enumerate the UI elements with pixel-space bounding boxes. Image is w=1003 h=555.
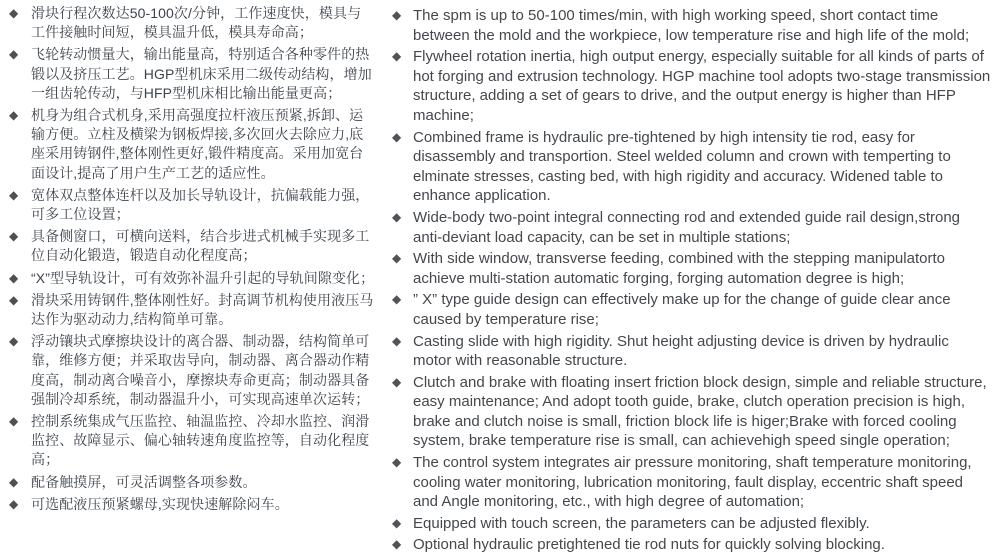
feature-item-zh bbox=[8, 186, 377, 224]
diamond-bullet-icon: ◆ bbox=[9, 334, 19, 349]
feature-text: ” X” type guide design can effectively make up for the change of guide clear ance caused by temperature rise; bbox=[413, 291, 951, 328]
feature-item-en bbox=[388, 128, 993, 206]
feature-text: 浮动镶块式摩擦块设计的离合器、制动器，结构简单可靠，维修方便；并采取齿导向，制动器、离合器动作精度高，制动离合噪音小，摩擦块寿命更高；制动器具备强制冷却系统，制动器温升小，可实现高速单次运转； bbox=[31, 333, 370, 407]
feature-text: 具备侧窗口，可横向送料，结合步进式机械手实现多工位自动化锻造，锻造自动化程度高； bbox=[31, 228, 370, 264]
feature-item-zh bbox=[8, 45, 377, 103]
feature-item-en bbox=[388, 514, 993, 534]
feature-text: 可选配液压预紧螺母,实现快速解除闷车。 bbox=[31, 495, 289, 512]
feature-text: “X”型导轨设计，可有效弥补温升引起的导轨间隙变化； bbox=[31, 269, 375, 286]
feature-item-en bbox=[388, 535, 993, 555]
diamond-bullet-icon: ◆ bbox=[392, 49, 402, 64]
diamond-bullet-icon: ◆ bbox=[392, 455, 402, 470]
feature-text: Optional hydraulic pretightened tie rod nuts for quickly solving blocking. bbox=[413, 536, 885, 554]
diamond-bullet-icon: ◆ bbox=[9, 414, 19, 429]
feature-text: 宽体双点整体连杆以及加长导轨设计，抗偏载能力强，可多工位设置； bbox=[31, 186, 370, 223]
feature-item-zh bbox=[8, 4, 377, 42]
feature-item-en bbox=[388, 373, 993, 451]
diamond-bullet-icon: ◆ bbox=[392, 292, 402, 307]
feature-text: 配备触摸屏，可灵活调整各项参数。 bbox=[31, 473, 257, 490]
feature-text: Wide-body two-point integral connecting rod and extended guide rail design,strong anti-deviant load capacity, can be set in multiple stations; bbox=[413, 208, 961, 246]
feature-text: The spm is up to 50-100 times/min, with high working speed, short contact time between the mold and the workpiece, low temperature rise and high life of the mold; bbox=[413, 7, 970, 44]
feature-text: 飞轮转动惯量大，输出能量高，特别适合各种零件的热锻以及挤压工艺。HGP型机床采用二级传动结构，增加一组齿轮传动，与HFP型机床相比输出能量更高； bbox=[31, 46, 372, 101]
feature-item-zh bbox=[8, 106, 377, 183]
diamond-bullet-icon: ◆ bbox=[9, 47, 19, 62]
feature-item-en bbox=[388, 208, 993, 247]
feature-text: 滑块行程次数达50-100次/分钟，工作速度快，模具与工件接触时间短，模具温升低，模具寿命高； bbox=[31, 5, 362, 41]
feature-text: Casting slide with high rigidity. Shut height adjusting device is driven by hydraulic motor with reasonable structure. bbox=[413, 332, 949, 370]
diamond-bullet-icon: ◆ bbox=[9, 187, 19, 202]
diamond-bullet-icon: ◆ bbox=[9, 292, 19, 307]
diamond-bullet-icon: ◆ bbox=[9, 496, 19, 511]
feature-text: 滑块采用铸钢件,整体刚性好。封高调节机构使用液压马达作为驱动动力,结构简单可靠。 bbox=[31, 291, 374, 328]
diamond-bullet-icon: ◆ bbox=[392, 537, 402, 552]
feature-text: With side window, transverse feeding, combined with the stepping manipulatorto achieve multi-station automatic forging, forging automation degree is high; bbox=[413, 250, 945, 287]
feature-item-en bbox=[388, 6, 993, 45]
feature-item-en bbox=[388, 249, 993, 288]
feature-item-en bbox=[388, 47, 993, 125]
english-features-column bbox=[383, 2, 1003, 554]
diamond-bullet-icon: ◆ bbox=[9, 474, 19, 489]
diamond-bullet-icon: ◆ bbox=[392, 333, 402, 348]
feature-item-zh bbox=[8, 291, 377, 329]
feature-text: 控制系统集成气压监控、轴温监控、冷却水监控、润滑监控、故障显示、偏心轴转速角度监控等，自动化程度高； bbox=[31, 413, 370, 468]
feature-item-zh bbox=[8, 269, 377, 288]
feature-item-en bbox=[388, 453, 993, 512]
diamond-bullet-icon: ◆ bbox=[392, 251, 402, 266]
feature-item-zh bbox=[8, 227, 377, 265]
diamond-bullet-icon: ◆ bbox=[392, 209, 402, 224]
feature-item-en bbox=[388, 290, 993, 329]
diamond-bullet-icon: ◆ bbox=[9, 6, 19, 20]
diamond-bullet-icon: ◆ bbox=[9, 108, 19, 123]
feature-item-zh bbox=[8, 495, 377, 514]
feature-text: Flywheel rotation inertia, high output energy, especially suitable for all kinds of parts of hot forging and extrusion technology. HGP machine tool adopts two-stage transmission structure, adding a set of gears to drive, and the output energy is higher than HFP machine; bbox=[413, 48, 991, 124]
feature-item-zh bbox=[8, 332, 377, 409]
feature-text: Clutch and brake with floating insert friction block design, simple and reliable structure, easy maintenance; And adopt tooth guide, brake, clutch operation precision is high, brake and clutch noise is small, friction block life is higer;Brake with forced cooling system, brake temperature rise is small, can achievehigh speed single operation; bbox=[413, 373, 987, 450]
diamond-bullet-icon: ◆ bbox=[9, 229, 19, 244]
diamond-bullet-icon: ◆ bbox=[392, 374, 402, 389]
diamond-bullet-icon: ◆ bbox=[392, 8, 402, 22]
diamond-bullet-icon: ◆ bbox=[9, 270, 19, 285]
feature-item-zh bbox=[8, 412, 377, 470]
feature-text: Equipped with touch screen, the parameters can be adjusted flexibly. bbox=[413, 514, 870, 532]
feature-item-en bbox=[388, 332, 993, 371]
feature-text: Combined frame is hydraulic pre-tightened by high intensity tie rod, easy for disassembly and transportion. Steel welded column and crown with temperting to elminate stresses, casting bed, with high rigidity and accuracy. Widened table to enhance application. bbox=[413, 128, 951, 205]
feature-text: 机身为组合式机身,采用高强度拉杆液压预紧,拆卸、运输方便。立柱及横梁为钢板焊接,多次回火去除应力,底座采用铸钢件,整体刚性更好,锻件精度高。采用加宽台面设计,提高了用户生产工艺的适应性。 bbox=[31, 107, 364, 181]
feature-text: The control system integrates air pressure monitoring, shaft temperature monitoring, cooling water monitoring, lubrication monitoring, fault display, eccentric shaft speed and Angle monitoring, etc., with high degree of automation; bbox=[413, 454, 972, 511]
feature-item-zh bbox=[8, 473, 377, 492]
diamond-bullet-icon: ◆ bbox=[392, 515, 402, 530]
diamond-bullet-icon: ◆ bbox=[392, 129, 402, 144]
chinese-features-column bbox=[0, 2, 383, 512]
